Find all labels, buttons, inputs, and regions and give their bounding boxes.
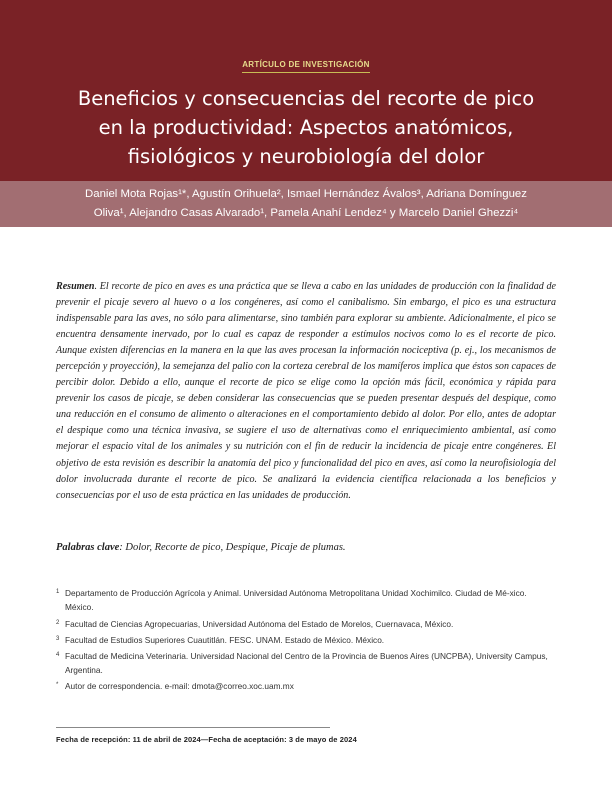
author-line: Daniel Mota Rojas¹*, Agustín Orihuela², Ismael Hernández Ávalos³, Adriana Domínguez: [85, 188, 527, 200]
title-line: fisiológicos y neurobiología del dolor: [127, 145, 485, 168]
author-list: [0, 181, 612, 227]
title-line: en la productividad: Aspectos anatómicos,: [98, 116, 514, 139]
abstract-label: Resumen: [56, 281, 95, 292]
footnote: [56, 617, 556, 631]
footnote-text: Facultad de Medicina Veterinaria. Universidad Nacional del Centro de la Provincia de Buenos Aires (UNCPBA), University Campus, Argentina.: [65, 650, 548, 676]
reception-dates: Fecha de recepción: 11 de abril de 2024—Fecha de aceptación: 3 de mayo de 2024: [56, 735, 357, 744]
title-line: Beneficios y consecuencias del recorte de pico: [77, 87, 535, 110]
section-badge: [0, 52, 612, 73]
footnote-text: Departamento de Producción Agrícola y Animal. Universidad Autónoma Metropolitana Unidad Xochimilco. Ciudad de Mé-xico. México.: [65, 588, 527, 613]
footnote-text: Facultad de Ciencias Agropecuarias, Universidad Autónoma del Estado de Morelos, Cuernavaca, México.: [65, 618, 454, 629]
footnote-text: Facultad de Estudios Superiores Cuautitlán. FESC. UNAM. Estado de México. México.: [65, 634, 385, 645]
footnote-mark: 4: [56, 651, 60, 658]
title-banner: [0, 0, 612, 181]
divider: [56, 727, 330, 728]
keywords-text: : Dolor, Recorte de pico, Despique, Picaje de plumas.: [119, 542, 346, 553]
section-label: ARTÍCULO DE INVESTIGACIÓN: [242, 60, 370, 73]
footnote-mark: 1: [56, 589, 60, 595]
footnote-mark: *: [56, 682, 59, 689]
affiliation-footnotes: [56, 586, 556, 695]
footnote-mark: 3: [56, 635, 60, 642]
abstract: [56, 279, 556, 504]
footnote: [56, 633, 556, 647]
footnote: [56, 649, 556, 678]
article-title: [40, 84, 572, 171]
keywords: [56, 540, 556, 555]
footnote-mark: 2: [56, 619, 60, 626]
footnote: [56, 586, 556, 615]
keywords-label: Palabras clave: [56, 542, 120, 553]
footnote: [56, 679, 556, 693]
abstract-text: . El recorte de pico en aves es una práctica que se lleva a cabo en las unidades de producción con la finalidad de prevenir el picaje severo al huevo o a los congéneres, así como el canibalismo. Sin embargo, el pico es una estructura indispensable para las aves, no sólo para alimentarse, sino también para explorar su ambiente. Adicionalmente, el pico se encuentra densamente inervado, por lo cual es capaz de responder a estímulos nocivos como lo es el recorte de pico. Aunque existen diferencias en la manera en la que las aves procesan la información nociceptiva (p. ej., los mecanismos de percepción y proyección), la semejanza del palio con la corteza cerebral de los mamíferos implica que éstos son capaces de percibir dolor. Debido a ello, aunque el recorte de pico se elige como la opción más fácil, económica y rápida para prevenir los casos de picaje, se deben considerar las consecuencias que se pueden presentar después del despique, como una reducción en el consumo de alimento o alteraciones en el comportamiento debido al dolor. Por ello, antes de adoptar el despique como una técnica invasiva, se sugiere el uso de alternativas como el enriquecimiento ambiental, así como mejorar el espacio vital de los animales y su nutrición con el fin de reducir la incidencia de picaje entre congéneres. El objetivo de esta revisión es describir la anatomía del pico y funcionalidad del pico en aves, así como la neurofisiología del dolor involucrada durante el recorte de pico. Se analizará la evidencia científica relacionada a los beneficios y consecuencias por el uso de esta práctica en las unidades de producción.: [56, 281, 556, 501]
footnote-text: Autor de correspondencia. e-mail: dmota@correo.xoc.uam.mx: [65, 681, 294, 692]
author-line: Oliva¹, Alejandro Casas Alvarado¹, Pamela Anahí Lendez⁴ y Marcelo Daniel Ghezzi⁴: [93, 207, 519, 219]
